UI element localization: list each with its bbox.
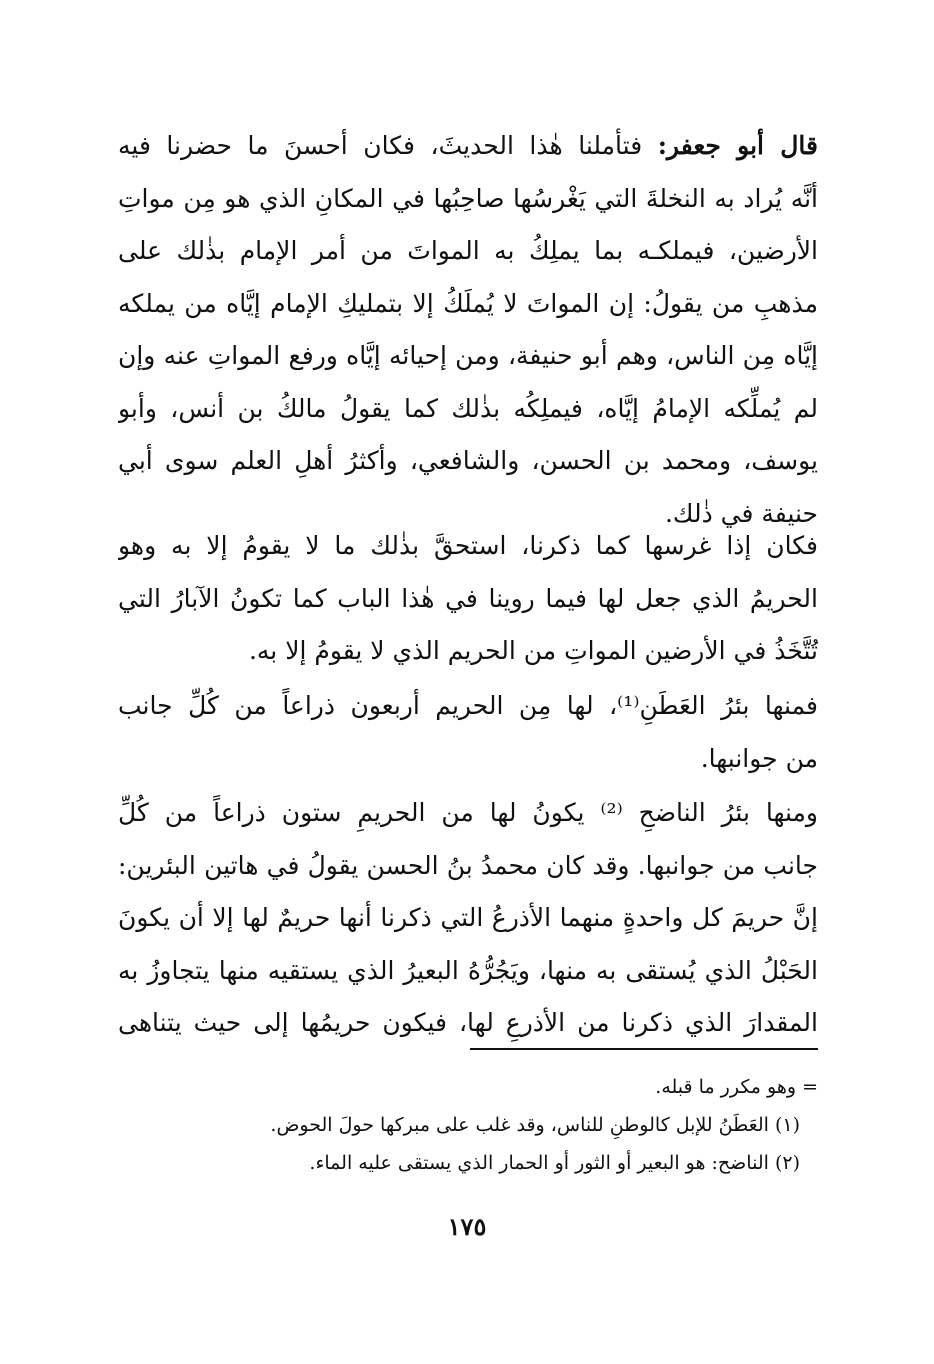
text-line: جانب من جوانبها. وقد كان محمدُ بنُ الحسن يقولُ في هاتين البئرين: bbox=[118, 850, 818, 880]
text-line: تُتَّخَذُ في الأرضين المواتِ من الحريم الذي لا يقومُ إلا به. bbox=[248, 636, 818, 665]
text-line: من جوانبها. bbox=[700, 743, 818, 773]
footnote-continuation: = وهو مكرر ما قبله. bbox=[655, 1076, 818, 1098]
text-line bbox=[118, 120, 818, 173]
text-line: حنيفة في ذٰلك. bbox=[664, 498, 818, 528]
text-line: إنَّ حريمَ كل واحدةٍ منهما الأذرعُ التي ذكرنا أنها حريمٌ لها إلا أن يكونَ bbox=[118, 903, 818, 932]
text-line: ومنها بئرُ الناضحِ ⁽²⁾ يكونُ لها من الحريمِ ستون ذراعاً من كُلِّ bbox=[118, 798, 818, 827]
footnotes bbox=[118, 1068, 818, 1182]
text-line: يوسف، ومحمد بن الحسن، والشافعي، وأكثرُ أهلِ العلم سوى أبي bbox=[118, 446, 818, 475]
page-number: ١٧٥ bbox=[447, 1212, 487, 1241]
footnote-divider bbox=[470, 1048, 818, 1050]
text-line: الحريمُ الذي جعل لها فيما روينا في هٰذا الباب كما تكونُ الآبارُ التي bbox=[118, 583, 818, 613]
text-line: إيَّاه مِن الناس، وهم أبو حنيفة، ومن إحيائه إيَّاه ورفع المواتِ عنه وإن bbox=[118, 341, 818, 370]
line-text: فتأملنا هٰذا الحديثَ، فكان أحسنَ ما حضرنا فيه bbox=[118, 131, 658, 160]
text-line: مذهبِ من يقولُ: إن المواتَ لا يُملَكُ إلا بتمليكِ الإمام إيَّاه من يملكه bbox=[118, 288, 818, 318]
footnote-1: (١) العَطَنُ للإبل كالوطنِ للناس، وقد غلب على مبركها حولَ الحوض. bbox=[270, 1114, 800, 1136]
text-line: الحَبْلُ الذي يُستقى به منها، ويَجُرُّهُ البعيرُ الذي يستقيه منها يتجاوزُ به bbox=[118, 955, 818, 985]
paragraph-1 bbox=[118, 120, 818, 540]
text-line: لم يُملِّكه الإمامُ إيَّاه، فيملِكُه بذٰلك كما يقولُ مالكُ بن أنس، وأبو bbox=[118, 393, 818, 423]
text-line: الأرضين، فيملكـه بما يملِكُ به المواتَ من أمر الإمام بذٰلك على bbox=[118, 236, 818, 265]
footnote-2: (٢) الناضح: هو البعير أو الثور أو الحمار الذي يستقى عليه الماء. bbox=[309, 1152, 800, 1174]
text-line: أنَّه يُراد به النخلةَ التي يَغْرسُها صاحِبُها في المكانِ الذي هو مِن مواتِ bbox=[118, 183, 818, 213]
paragraph-4 bbox=[118, 787, 818, 1050]
text-line: المقدارَ الذي ذكرنا من الأذرعِ لها، فيكون حريمُها إلى حيث يتناهى bbox=[118, 1008, 818, 1037]
text-line: فكان إذا غرسها كما ذكرنا، استحقَّ بذٰلك ما لا يقومُ إلا به وهو bbox=[118, 531, 818, 560]
paragraph-3 bbox=[118, 680, 818, 785]
paragraph-2 bbox=[118, 520, 818, 678]
text-line: فمنها بئرُ العَطَنِ⁽¹⁾، لها مِن الحريم أربعون ذراعاً من كُلِّ جانب bbox=[118, 691, 818, 720]
speaker-lead: قال أبو جعفر: bbox=[657, 131, 818, 160]
